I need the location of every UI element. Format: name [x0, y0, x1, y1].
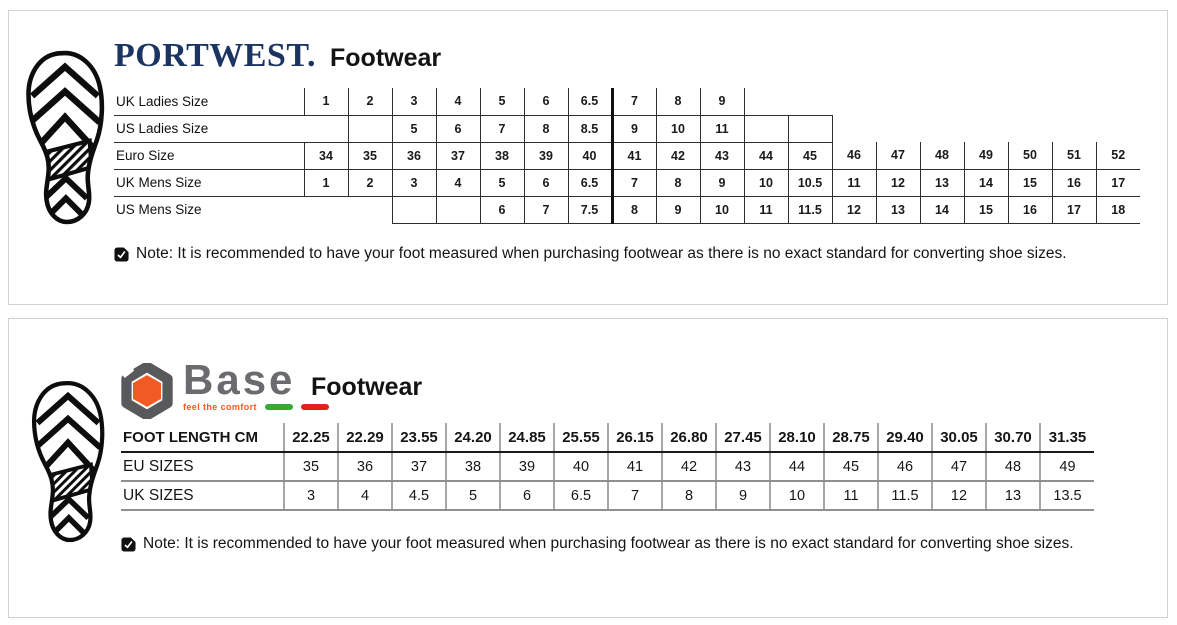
base-note-text: Note: It is recommended to have your foot measured when purchasing footwear as there is no exact standard for converting shoe sizes.: [143, 535, 1074, 552]
size-cell: 5: [446, 481, 500, 510]
size-cell: 5: [392, 115, 436, 142]
size-cell: 30.05: [932, 423, 986, 452]
size-cell: 37: [436, 142, 480, 169]
size-cell: 6: [524, 169, 568, 196]
size-cell: 11.5: [878, 481, 932, 510]
size-cell: 14: [964, 169, 1008, 196]
size-cell: 5: [480, 88, 524, 115]
base-logo-emblem-icon: [119, 363, 175, 419]
flag-red-bar: [301, 404, 329, 410]
size-cell: [392, 196, 436, 223]
boot-sole-icon: [23, 44, 107, 232]
size-cell: 40: [554, 452, 608, 481]
portwest-logo: PORTWEST.: [114, 37, 316, 74]
size-cell: 28.75: [824, 423, 878, 452]
row-label: US Ladies Size: [114, 115, 304, 142]
size-cell: 6: [524, 88, 568, 115]
size-cell: 7: [524, 196, 568, 223]
empty-region: [1096, 88, 1140, 115]
size-cell: 22.25: [284, 423, 338, 452]
size-cell: 13: [986, 481, 1040, 510]
size-cell: 6: [500, 481, 554, 510]
size-cell: 10: [744, 169, 788, 196]
size-cell: 8: [662, 481, 716, 510]
size-cell: 24.85: [500, 423, 554, 452]
row-label: UK Mens Size: [114, 169, 304, 196]
size-cell: 13.5: [1040, 481, 1094, 510]
size-cell: 29.40: [878, 423, 932, 452]
size-cell: 12: [876, 169, 920, 196]
size-cell: 9: [612, 115, 656, 142]
size-cell: 2: [348, 88, 392, 115]
note-checkbox-icon: [121, 537, 136, 552]
size-cell: 16: [1052, 169, 1096, 196]
size-cell: 4: [338, 481, 392, 510]
size-cell: 23.55: [392, 423, 446, 452]
size-cell: 9: [700, 88, 744, 115]
boot-sole-icon: [29, 367, 107, 557]
size-cell: 6.5: [568, 88, 612, 115]
size-cell: 3: [392, 169, 436, 196]
empty-region: [1008, 88, 1052, 115]
empty-region: [920, 88, 964, 115]
empty-region: [1052, 88, 1096, 115]
row-label: EU SIZES: [121, 452, 284, 481]
size-cell: 46: [832, 142, 876, 169]
size-cell: 42: [656, 142, 700, 169]
size-cell: 16: [1008, 196, 1052, 223]
size-cell: 26.15: [608, 423, 662, 452]
size-cell: 9: [700, 169, 744, 196]
size-cell: 4.5: [392, 481, 446, 510]
size-cell: [744, 115, 788, 142]
size-cell: 43: [700, 142, 744, 169]
size-cell: 12: [932, 481, 986, 510]
size-cell: 30.70: [986, 423, 1040, 452]
empty-region: [1008, 115, 1052, 142]
size-cell: 44: [744, 142, 788, 169]
base-tagline-row: [183, 402, 329, 412]
size-cell: 38: [480, 142, 524, 169]
portwest-section-title: Footwear: [330, 44, 442, 72]
size-cell: 4: [436, 88, 480, 115]
row-label: Euro Size: [114, 142, 304, 169]
size-cell: 42: [662, 452, 716, 481]
size-cell: 4: [436, 169, 480, 196]
size-cell: 43: [716, 452, 770, 481]
size-cell: 7: [480, 115, 524, 142]
base-tagline: feel the comfort: [183, 402, 257, 412]
size-cell: 47: [932, 452, 986, 481]
size-cell: 44: [770, 452, 824, 481]
row-label: US Mens Size: [116, 202, 202, 218]
size-cell: 11: [832, 169, 876, 196]
size-cell: 41: [608, 452, 662, 481]
size-cell: 8.5: [568, 115, 612, 142]
size-cell: [348, 115, 392, 142]
size-cell: 41: [612, 142, 656, 169]
size-cell: 39: [500, 452, 554, 481]
size-cell: 36: [338, 452, 392, 481]
size-cell: 13: [920, 169, 964, 196]
size-cell: 6.5: [568, 169, 612, 196]
size-cell: 10: [700, 196, 744, 223]
size-cell: 12: [832, 196, 876, 223]
empty-region: [304, 196, 348, 223]
size-cell: 15: [964, 196, 1008, 223]
size-cell: 52: [1096, 142, 1140, 169]
empty-region: [1052, 115, 1096, 142]
empty-region: [348, 196, 392, 223]
size-cell: 35: [284, 452, 338, 481]
empty-region: [744, 88, 788, 115]
portwest-size-table: [114, 88, 1140, 224]
size-cell: 38: [446, 452, 500, 481]
note-checkbox-icon: [114, 247, 129, 262]
size-cell: 9: [716, 481, 770, 510]
empty-region: [876, 115, 920, 142]
size-cell: 50: [1008, 142, 1052, 169]
size-cell: 3: [284, 481, 338, 510]
row-label: UK SIZES: [121, 481, 284, 510]
size-cell: 47: [876, 142, 920, 169]
empty-region: [964, 115, 1008, 142]
size-cell: 37: [392, 452, 446, 481]
size-cell: 5: [480, 169, 524, 196]
size-cell: 6: [436, 115, 480, 142]
size-cell: 11.5: [788, 196, 832, 223]
size-cell: 17: [1052, 196, 1096, 223]
size-cell: 9: [656, 196, 700, 223]
size-cell: 17: [1096, 169, 1140, 196]
size-cell: 49: [1040, 452, 1094, 481]
size-cell: 51: [1052, 142, 1096, 169]
size-cell: 7: [612, 88, 656, 115]
base-panel: [8, 318, 1168, 618]
row-label: FOOT LENGTH CM: [121, 423, 284, 452]
size-cell: [788, 115, 832, 142]
base-logo-text: Base: [183, 356, 296, 403]
row-label: UK Ladies Size: [114, 88, 304, 115]
size-cell: 22.29: [338, 423, 392, 452]
size-cell: 31.35: [1040, 423, 1094, 452]
size-cell: 15: [1008, 169, 1052, 196]
base-note: [121, 535, 1074, 553]
size-cell: 2: [348, 169, 392, 196]
size-cell: 7: [612, 169, 656, 196]
size-cell: 8: [656, 169, 700, 196]
size-cell: 8: [612, 196, 656, 223]
size-cell: 25.55: [554, 423, 608, 452]
size-cell: 35: [348, 142, 392, 169]
size-cell: 48: [920, 142, 964, 169]
size-cell: 28.10: [770, 423, 824, 452]
size-cell: 7.5: [568, 196, 612, 223]
empty-region: [920, 115, 964, 142]
size-cell: 14: [920, 196, 964, 223]
size-cell: [304, 115, 348, 142]
portwest-panel: [8, 10, 1168, 305]
size-cell: 11: [744, 196, 788, 223]
size-cell: 11: [700, 115, 744, 142]
empty-region: [876, 88, 920, 115]
base-section-title: Footwear: [311, 373, 423, 401]
empty-region: [832, 115, 876, 142]
empty-region: [788, 88, 832, 115]
flag-green-bar: [265, 404, 293, 410]
size-cell: 46: [878, 452, 932, 481]
size-cell: 8: [524, 115, 568, 142]
size-cell: 10.5: [788, 169, 832, 196]
size-cell: 39: [524, 142, 568, 169]
size-cell: [436, 196, 480, 223]
base-size-table: [121, 423, 1094, 511]
size-cell: 45: [788, 142, 832, 169]
size-cell: 6.5: [554, 481, 608, 510]
empty-region: [1096, 115, 1140, 142]
size-cell: 49: [964, 142, 1008, 169]
portwest-note-text: Note: It is recommended to have your foot measured when purchasing footwear as there is no exact standard for converting shoe sizes.: [136, 245, 1067, 262]
size-cell: 27.45: [716, 423, 770, 452]
size-cell: 10: [656, 115, 700, 142]
base-brand-row: [119, 356, 679, 423]
size-cell: 45: [824, 452, 878, 481]
size-cell: 11: [824, 481, 878, 510]
portwest-note: [114, 245, 1067, 263]
size-cell: 36: [392, 142, 436, 169]
size-cell: 6: [480, 196, 524, 223]
size-cell: 1: [304, 88, 348, 115]
size-cell: 1: [304, 169, 348, 196]
size-cell: 40: [568, 142, 612, 169]
size-cell: 3: [392, 88, 436, 115]
size-cell: 48: [986, 452, 1040, 481]
size-cell: 24.20: [446, 423, 500, 452]
size-cell: 34: [304, 142, 348, 169]
portwest-brand-row: [114, 37, 441, 75]
empty-region: [832, 88, 876, 115]
size-cell: 26.80: [662, 423, 716, 452]
size-cell: 7: [608, 481, 662, 510]
empty-region: [964, 88, 1008, 115]
size-cell: 8: [656, 88, 700, 115]
size-cell: 13: [876, 196, 920, 223]
size-cell: 18: [1096, 196, 1140, 223]
size-cell: 10: [770, 481, 824, 510]
base-wordmark: [183, 356, 329, 412]
